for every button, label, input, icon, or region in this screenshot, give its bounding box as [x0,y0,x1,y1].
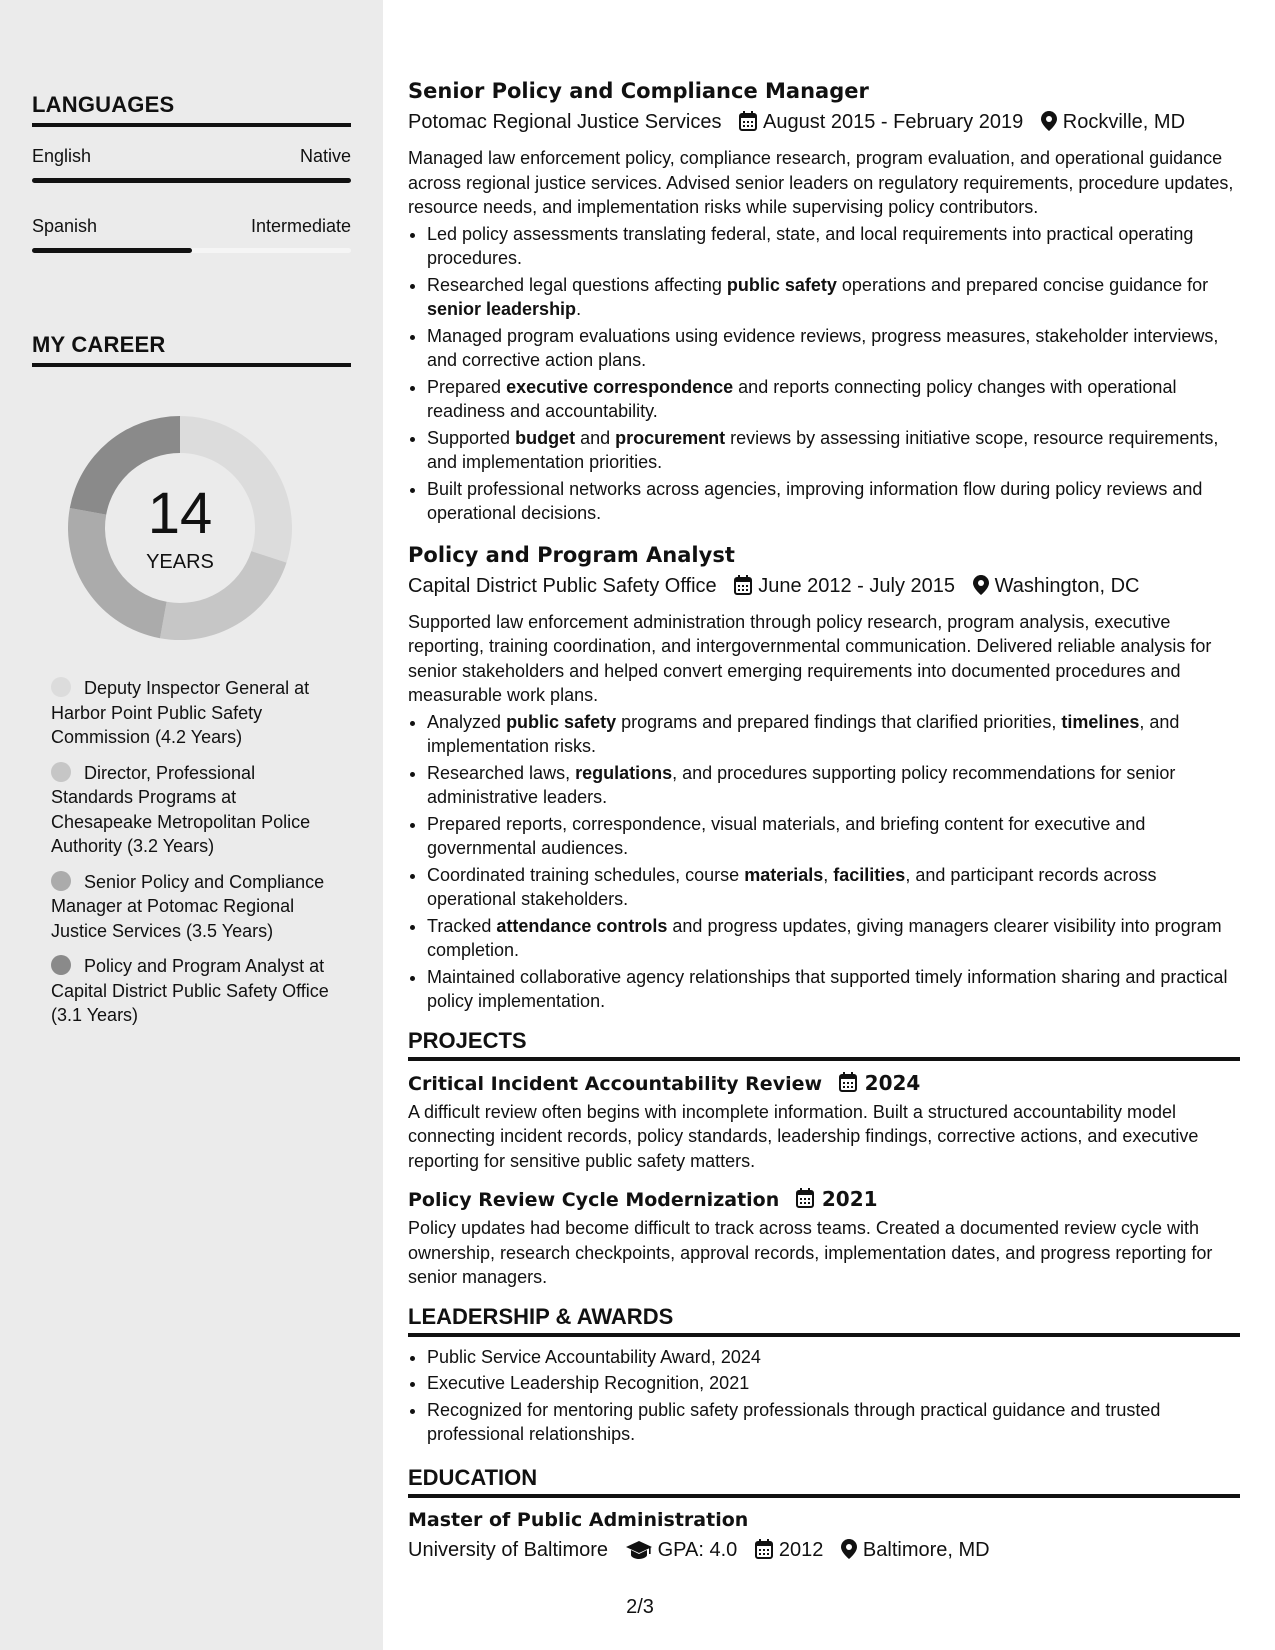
job-dates: August 2015 - February 2019 [763,111,1024,133]
project-description: Policy updates had become difficult to track across teams. Created a documented review cycle with ownership, research checkpoints, approval records, implementation dates, and progress reporting for senior managers. [408,1218,1213,1287]
school-name: University of Baltimore [408,1538,609,1561]
bullet-item: • Managed program evaluations using evidence reviews, progress measures, stakeholder interviews, and corrective action plans. [427,324,1240,373]
language-name: English [32,146,92,166]
bold-keyword: executive correspondence [506,376,734,397]
bold-keyword: regulations [575,762,673,783]
career-legend-label: Senior Policy and Compliance Manager at Potomac Regional Justice Services (3.5 Years) [51,871,325,941]
bullet-item: • Supported budget and procurement reviews by assessing initiative scope, resource requirements, and implementation priorities. [427,426,1240,475]
bold-keyword: facilities [833,864,906,885]
experience-entry [408,540,1240,1014]
career-legend-item [51,676,331,750]
location-pin-icon [841,1538,857,1568]
bold-keyword: attendance controls [496,915,668,936]
bullet-item: • Researched laws, regulations, and procedures supporting policy recommendations for senior administrative leaders. [427,761,1240,810]
job-location: Washington, DC [994,574,1140,597]
awards-heading: LEADERSHIP & AWARDS [408,1304,1240,1337]
language-proficiency-fill [32,248,192,253]
award-item: • Public Service Accountability Award, 2024 [427,1345,1240,1370]
project-title-row [408,1069,1240,1100]
job-description: Supported law enforcement administration through policy research, program analysis, executive reporting, training coordination, and intergovernmental communication. Delivered reliable analysis for senior stakeholders and helped convert emerging requirements into documented procedures and measurable work plans. [408,611,1212,705]
career-legend-item [51,870,331,944]
legend-dot-icon [51,955,71,975]
graduation-cap-icon [626,1538,652,1568]
awards-list [408,1345,1240,1447]
education-entry [408,1506,1240,1568]
language-proficiency-bar [32,248,351,253]
legend-dot-icon [51,871,71,891]
bold-keyword: public safety [506,711,617,732]
education-gpa: GPA: 4.0 [657,1538,738,1561]
bold-keyword: public safety [726,274,837,295]
education-location: Baltimore, MD [862,1538,990,1561]
career-legend-label: Deputy Inspector General at Harbor Point Public Safety Commission (4.2 Years) [51,678,310,747]
bullet-item: • Analyzed public safety programs and prepared findings that clarified priorities, timelines, and implementation risks. [427,710,1240,759]
project-title: Policy Review Cycle Modernization [408,1189,780,1211]
bold-keyword: budget [515,427,576,448]
project-description: A difficult review often begins with incomplete information. Built a structured accountability model connecting incident records, policy standards, leadership findings, corrective actions, and executive reporting for sensitive public safety matters. [408,1101,1199,1171]
job-bullets [408,222,1240,526]
education-year: 2012 [778,1538,824,1561]
job-meta [408,107,1240,140]
company-name: Potomac Regional Justice Services [408,111,722,133]
bold-keyword: senior leadership [427,299,577,319]
languages-heading: LANGUAGES [32,92,351,127]
company-name: Capital District Public Safety Office [408,574,717,597]
experience-entry [408,76,1240,526]
project-title: Critical Incident Accountability Review [408,1072,823,1095]
career-total-years: 14 [147,481,213,546]
project-entry [408,1069,1240,1174]
career-legend [51,676,331,1039]
main-content [408,76,1240,1574]
award-item: • Recognized for mentoring public safety professionals through practical guidance and trusted professional relationships. [427,1398,1240,1447]
career-legend-label: Policy and Program Analyst at Capital District Public Safety Office (3.1 Years) [51,956,329,1025]
job-meta [408,571,1240,604]
job-title: Senior Policy and Compliance Manager [408,79,869,103]
bullet-item: • Tracked attendance controls and progress updates, giving managers clearer visibility into program completion. [427,914,1240,963]
bullet-item: • Researched legal questions affecting public safety operations and prepared concise guidance for senior leadership. [427,273,1240,322]
job-bullets [408,710,1240,1014]
job-dates: June 2012 - July 2015 [758,574,956,597]
education-heading: EDUCATION [408,1465,1240,1498]
project-title-row [408,1185,1240,1216]
language-proficiency-bar [32,178,351,183]
bullet-item: • Prepared executive correspondence and reports connecting policy changes with operational readiness and accountability. [427,375,1240,424]
location-pin-icon [973,574,989,604]
bullet-item: • Maintained collaborative agency relationships that supported timely information sharing and practical policy implementation. [427,965,1240,1014]
legend-dot-icon [51,677,71,697]
career-total-unit: YEARS [146,551,214,573]
bullet-item: • Built professional networks across agencies, improving information flow during policy reviews and operational decisions. [427,477,1240,526]
job-description: Managed law enforcement policy, compliance research, program evaluation, and operational guidance across regional justice services. Advised senior leaders on regulatory requirements, procedure updates, resource needs, and implementation risks while supervising policy contributors. [408,148,1234,217]
calendar-icon [739,110,757,140]
language-proficiency-fill [32,178,351,183]
bold-keyword: materials [744,864,824,885]
career-legend-label: Director, Professional Standards Programs at Chesapeake Metropolitan Police Authority (3.2 Years) [51,762,311,856]
language-level: Intermediate [250,216,351,236]
project-year: 2021 [821,1187,878,1211]
calendar-icon [839,1072,857,1100]
education-meta [408,1535,1240,1568]
project-entry [408,1185,1240,1290]
projects-heading: PROJECTS [408,1028,1240,1061]
award-item: • Executive Leadership Recognition, 2021 [427,1371,1240,1396]
bold-keyword: timelines [1061,711,1140,732]
language-name: Spanish [32,216,98,236]
bullet-item: • Led policy assessments translating federal, state, and local requirements into practical operating procedures. [427,222,1240,271]
project-year: 2024 [864,1070,921,1095]
legend-dot-icon [51,762,71,782]
bold-keyword: procurement [615,427,726,448]
sidebar [0,0,383,1650]
calendar-icon [734,574,752,604]
career-legend-item [51,954,331,1028]
career-legend-item [51,761,331,859]
bullet-item: • Prepared reports, correspondence, visual materials, and briefing content for executive and governmental audiences. [427,812,1240,861]
career-heading: MY CAREER [32,332,351,367]
job-location: Rockville, MD [1062,111,1186,133]
language-level: Native [299,146,351,166]
page-number: 2/3 [626,1596,654,1618]
calendar-icon [796,1188,814,1216]
degree-title: Master of Public Administration [408,1508,749,1531]
location-pin-icon [1041,110,1057,140]
calendar-icon [755,1538,773,1568]
bullet-item: • Coordinated training schedules, course materials, facilities, and participant records across operational stakeholders. [427,863,1240,912]
job-title: Policy and Program Analyst [408,542,735,567]
